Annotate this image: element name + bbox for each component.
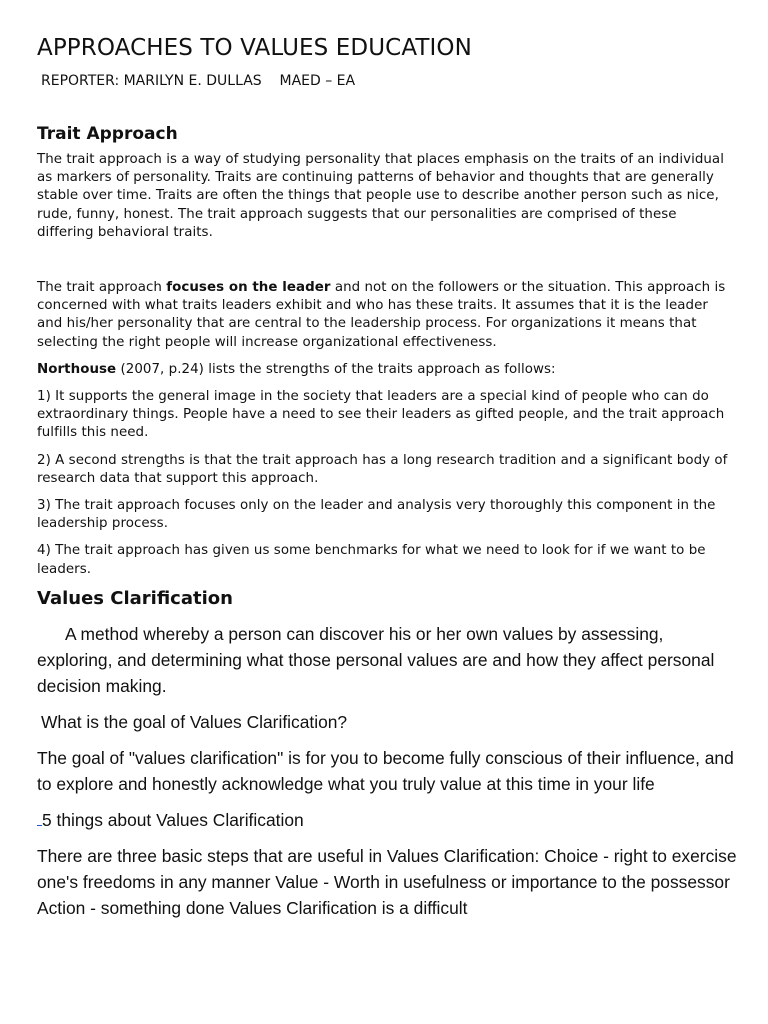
trait-paragraph-1: The trait approach is a way of studying personality that places emphasis on the traits of an individual as markers of personality. Traits are continuing patterns of behavior and thoughts that are generally stable over time. Traits are often the things that people use to describe another person such as nice, rude, funny, honest. The trait approach suggests that our personalities are comprised of these differing behavioral traits. (37, 152, 724, 240)
northouse-paragraph (37, 361, 737, 379)
strength-item: 2) A second strengths is that the trait approach has a long research tradition and a significant body of research data that support this approach. (37, 452, 728, 486)
trait-paragraph-2-end: and not on the followers or the situation. This approach is concerned with what traits leaders exhibit and who has these traits. It assumes that it is the leader and his/her personality that are central to the leadership process. For organizations it means that selecting the right people will increase organizational effectiveness. (37, 280, 726, 350)
values-clarification-heading: Values Clarification (37, 587, 233, 609)
values-goal-question: What is the goal of Values Clarification? (41, 711, 348, 732)
document-page (37, 34, 737, 921)
document-title: APPROACHES TO VALUES EDUCATION (37, 35, 472, 61)
strength-item: 4) The trait approach has given us some benchmarks for what we need to look for if we want to be leaders. (37, 543, 706, 577)
focus-leader-emphasis: focuses on the leader (166, 280, 331, 296)
values-goal-paragraph: The goal of "values clarification" is for you to become fully conscious of their influence, and to explore and honestly acknowledge what you truly value at this time in your life (37, 747, 734, 794)
northouse-citation: (2007, p.24) lists the strengths of the traits approach as follows: (116, 361, 556, 377)
trait-paragraph-2-start: The trait approach (37, 280, 167, 296)
northouse-author: Northouse (37, 361, 117, 377)
values-steps-paragraph: There are three basic steps that are useful in Values Clarification: Choice - right to exercise one's freedoms in any manner Value - Worth in usefulness or importance to the possessor Action - something done Values Clarification is a difficult (37, 845, 737, 918)
strength-item: 3) The trait approach focuses only on the leader and analysis very thoroughly this component in the leadership process. (37, 498, 716, 532)
trait-approach-heading: Trait Approach (37, 124, 178, 144)
values-definition-paragraph: A method whereby a person can discover his or her own values by assessing, exploring, and determining what those personal values are and how they affect personal decision making. (37, 623, 715, 696)
strength-item: 1) It supports the general image in the society that leaders are a special kind of people who can do extraordinary things. People have a need to see their leaders as gifted people, and the trait approach fulfills this need. (37, 389, 725, 441)
values-things-text: 5 things about Values Clarification (42, 809, 304, 830)
trait-paragraph-2 (37, 279, 737, 352)
values-things-line (37, 807, 737, 833)
reporter-line: REPORTER: MARILYN E. DULLAS MAED – EA (41, 73, 356, 89)
